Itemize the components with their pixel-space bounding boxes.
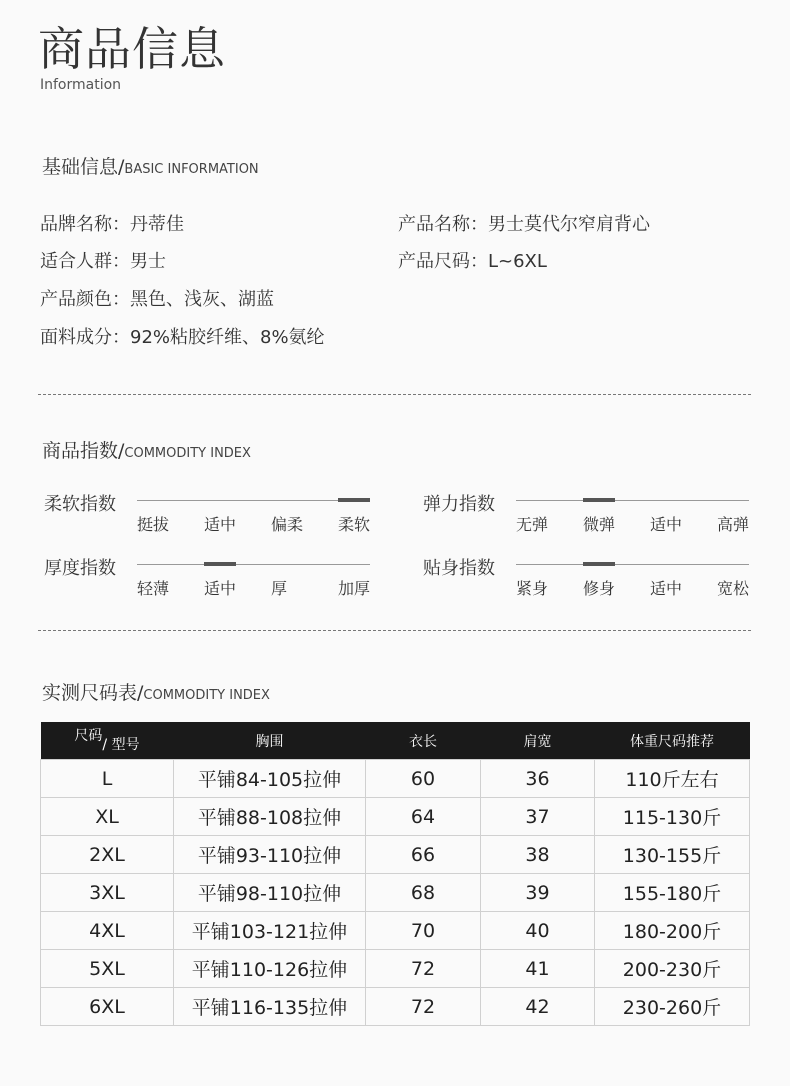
cell-weight: 110斤左右: [595, 760, 750, 798]
table-row: [41, 988, 750, 1026]
cell-size: XL: [41, 798, 174, 836]
table-row: [41, 836, 750, 874]
index-track: [137, 564, 370, 565]
index-option: 柔软: [338, 515, 371, 534]
cell-chest: 平铺84-105拉伸: [174, 760, 366, 798]
cell-shoulder: 41: [481, 950, 595, 988]
section-divider: [38, 394, 751, 395]
index-option: 微弹: [583, 515, 616, 534]
commodity-index-heading-en: COMMODITY INDEX: [124, 446, 251, 461]
colors-field: 产品颜色：黑色、浅灰、湖蓝: [40, 289, 274, 310]
header-chest: 胸围: [174, 722, 366, 760]
size-table-heading: [42, 678, 270, 705]
cell-weight: 155-180斤: [595, 874, 750, 912]
cell-weight: 115-130斤: [595, 798, 750, 836]
cell-chest: 平铺116-135拉伸: [174, 988, 366, 1026]
cell-chest: 平铺88-108拉伸: [174, 798, 366, 836]
index-label: 弹力指数: [423, 494, 495, 515]
header-size-a: 尺码: [74, 727, 103, 744]
size-table-heading-cn: 实测尺码表/: [42, 682, 144, 704]
table-row: [41, 798, 750, 836]
size-table-header-row: [41, 722, 750, 760]
index-track: [137, 500, 370, 501]
cell-length: 66: [366, 836, 481, 874]
cell-shoulder: 42: [481, 988, 595, 1026]
index-option: 厚: [271, 579, 288, 598]
cell-weight: 200-230斤: [595, 950, 750, 988]
table-row: [41, 912, 750, 950]
cell-chest: 平铺98-110拉伸: [174, 874, 366, 912]
index-option: 无弹: [516, 515, 549, 534]
brand-field: 品牌名称：丹蒂佳: [40, 214, 184, 235]
cell-shoulder: 37: [481, 798, 595, 836]
index-option: 适中: [204, 515, 237, 534]
header-length: 衣长: [366, 722, 481, 760]
index-option: 轻薄: [137, 579, 170, 598]
cell-weight: 180-200斤: [595, 912, 750, 950]
cell-weight: 230-260斤: [595, 988, 750, 1026]
basic-info-heading-en: BASIC INFORMATION: [124, 162, 259, 177]
index-option: 宽松: [717, 579, 750, 598]
cell-size: 5XL: [41, 950, 174, 988]
cell-size: 2XL: [41, 836, 174, 874]
index-label: 柔软指数: [44, 494, 116, 515]
product-name-field: 产品名称：男士莫代尔窄肩背心: [398, 214, 650, 235]
index-option: 适中: [650, 515, 683, 534]
commodity-index-heading: [42, 436, 251, 463]
cell-chest: 平铺110-126拉伸: [174, 950, 366, 988]
cell-size: 6XL: [41, 988, 174, 1026]
index-option: 偏柔: [271, 515, 304, 534]
index-option: 适中: [650, 579, 683, 598]
basic-info-heading-cn: 基础信息/: [42, 156, 125, 178]
index-track: [516, 500, 749, 501]
index-marker: [204, 562, 236, 566]
index-marker: [338, 498, 370, 502]
index-option: 适中: [204, 579, 237, 598]
index-option: 加厚: [338, 579, 371, 598]
index-label: 贴身指数: [423, 558, 495, 579]
table-row: [41, 760, 750, 798]
cell-length: 72: [366, 988, 481, 1026]
index-marker: [583, 562, 615, 566]
cell-shoulder: 40: [481, 912, 595, 950]
section-divider: [38, 630, 751, 631]
index-option: 修身: [583, 579, 616, 598]
size-table-heading-en: COMMODITY INDEX: [143, 688, 270, 703]
index-option: 高弹: [717, 515, 750, 534]
page-subtitle: Information: [40, 77, 122, 93]
cell-length: 70: [366, 912, 481, 950]
cell-size: 3XL: [41, 874, 174, 912]
header-size: [41, 722, 174, 760]
index-option: 紧身: [516, 579, 549, 598]
cell-shoulder: 38: [481, 836, 595, 874]
page-title: 商品信息: [38, 22, 226, 76]
index-marker: [583, 498, 615, 502]
cell-length: 68: [366, 874, 481, 912]
fabric-field: 面料成分：92%粘胶纤维、8%氨纶: [40, 327, 325, 348]
table-row: [41, 950, 750, 988]
header-shoulder: 肩宽: [481, 722, 595, 760]
size-range-field: 产品尺码：L~6XL: [398, 251, 547, 272]
cell-shoulder: 36: [481, 760, 595, 798]
cell-length: 64: [366, 798, 481, 836]
cell-size: L: [41, 760, 174, 798]
header-weight: 体重尺码推荐: [595, 722, 750, 760]
size-table: [40, 722, 750, 1026]
index-option: 挺拔: [137, 515, 170, 534]
cell-chest: 平铺103-121拉伸: [174, 912, 366, 950]
index-label: 厚度指数: [44, 558, 116, 579]
cell-weight: 130-155斤: [595, 836, 750, 874]
index-track: [516, 564, 749, 565]
cell-shoulder: 39: [481, 874, 595, 912]
cell-chest: 平铺93-110拉伸: [174, 836, 366, 874]
cell-length: 72: [366, 950, 481, 988]
cell-size: 4XL: [41, 912, 174, 950]
basic-info-heading: [42, 152, 259, 179]
cell-length: 60: [366, 760, 481, 798]
commodity-index-heading-cn: 商品指数/: [42, 440, 125, 462]
audience-field: 适合人群：男士: [40, 251, 166, 272]
header-size-b: / 型号: [102, 736, 140, 753]
table-row: [41, 874, 750, 912]
